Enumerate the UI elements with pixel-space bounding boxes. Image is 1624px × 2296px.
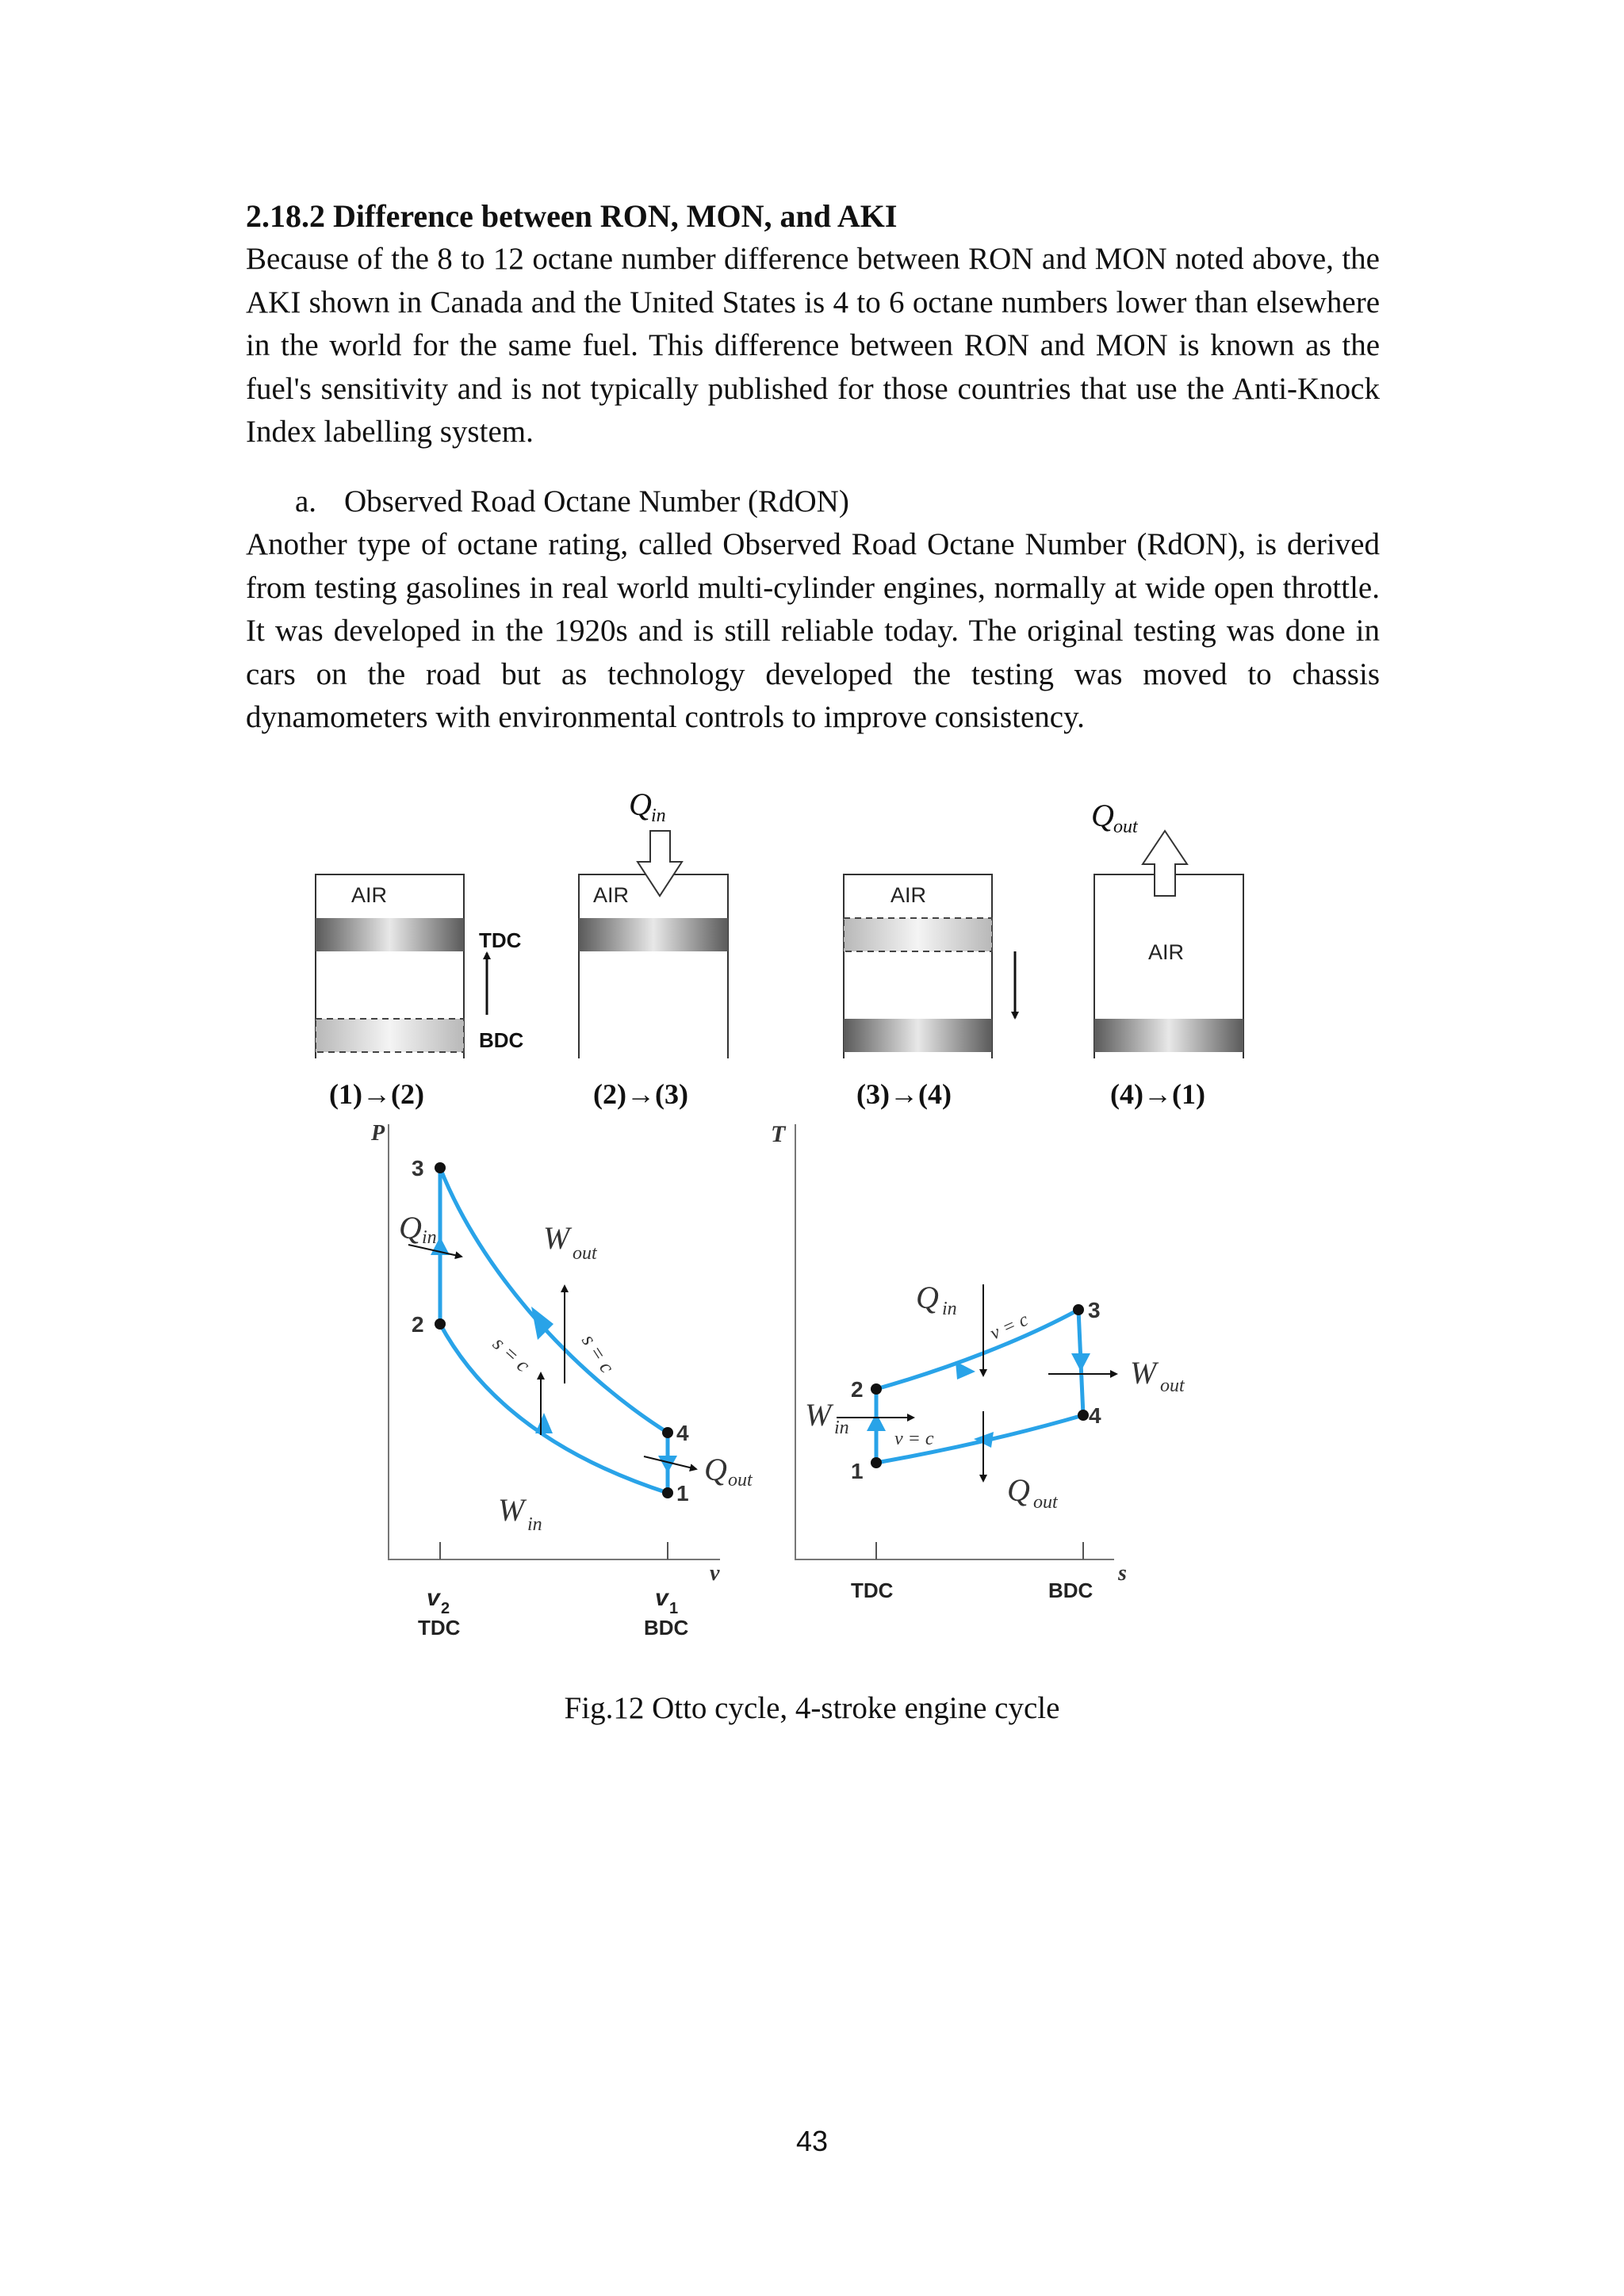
list-marker: a.: [295, 484, 317, 519]
heat-out-subscript: out: [1113, 817, 1138, 837]
flow-arrow-icon: [956, 1361, 975, 1380]
state-point-1: [871, 1457, 882, 1468]
tick-v1-label: BDC: [644, 1616, 689, 1640]
ts-y-axis-label: T: [771, 1121, 786, 1147]
air-label: AIR: [1148, 940, 1185, 964]
section-paragraph: Because of the 8 to 12 octane number difference between RON and MON noted above, the AKI shown in Canada and the United States is 4 to 6 octane numbers lower than elsewhere in the world for the same fuel. This difference between RON and MON is known as the fuel's sensitivity and is not typically published for those countries that use the Anti-Knock Index labelling system.: [246, 242, 1380, 449]
page-number: 43: [795, 2125, 829, 2157]
stroke-caption: (2)→(3): [593, 1078, 688, 1110]
isochoric-upper-label: v = c: [986, 1309, 1032, 1345]
pv-diagram: [370, 1121, 753, 1640]
isentropic-lower-label: s = c: [488, 1331, 535, 1377]
piston-bottom: [844, 1019, 992, 1052]
piston-ghost: [844, 918, 992, 951]
pv-q-in-subscript: in: [422, 1227, 437, 1248]
stroke-4-1-diagram: [1091, 798, 1243, 1110]
stroke-caption: (1)→(2): [329, 1078, 424, 1110]
ts-q-out-symbol: Q: [1007, 1472, 1030, 1508]
tick-v1-subscript: 1: [669, 1600, 679, 1617]
isochoric-lower-label: v = c: [894, 1429, 934, 1449]
air-label: AIR: [593, 883, 630, 907]
ts-w-out-subscript: out: [1160, 1376, 1185, 1396]
process-2-3-heat-addition: [876, 1310, 1078, 1389]
tick-v2-subscript: 2: [441, 1600, 450, 1617]
tick-v1-symbol: v: [655, 1585, 668, 1611]
pv-y-axis-label: P: [371, 1121, 385, 1146]
process-3-4-expansion: [440, 1168, 668, 1433]
pv-q-out-symbol: Q: [704, 1452, 727, 1487]
stroke-caption: (4)→(1): [1110, 1078, 1205, 1110]
figure-caption: Fig.12 Otto cycle, 4-stroke engine cycle: [564, 1691, 1060, 1725]
state-point-4: [1078, 1410, 1089, 1421]
ts-q-in-symbol: Q: [916, 1280, 939, 1315]
bdc-label: BDC: [479, 1028, 524, 1052]
ts-x-axis-label: s: [1118, 1561, 1127, 1586]
pv-q-in-symbol: Q: [399, 1210, 422, 1246]
piston-top: [579, 918, 728, 951]
stroke-1-2-diagram: [316, 874, 524, 1110]
point-1-label: 1: [676, 1481, 689, 1506]
state-point-2: [435, 1318, 446, 1330]
heat-in-symbol: Q: [629, 786, 652, 822]
isentropic-upper-label: s = c: [576, 1330, 619, 1378]
state-point-1: [662, 1487, 673, 1498]
tick-v2-symbol: v: [427, 1585, 440, 1611]
tdc-label: TDC: [479, 928, 522, 952]
flow-arrow-icon: [535, 1413, 553, 1433]
ts-w-in-subscript: in: [834, 1418, 849, 1438]
stroke-3-4-diagram: [844, 874, 1015, 1110]
pv-q-out-subscript: out: [728, 1470, 753, 1490]
state-point-3: [1073, 1304, 1084, 1315]
stroke-caption: (3)→(4): [856, 1078, 952, 1110]
point-4-label: 4: [676, 1421, 689, 1445]
subsection-paragraph: Another type of octane rating, called Observed Road Octane Number (RdON), is derived from testing gasolines in real world multi-cylinder engines, normally at wide open throttle. It was developed in the 1920s and is still reliable today. The original testing was done in cars on the road but as technology developed the testing was moved to chassis dynamometers with environmental controls to improve consistency.: [246, 527, 1380, 734]
state-point-3: [435, 1162, 446, 1173]
point-3-label: 3: [1088, 1298, 1101, 1322]
air-label: AIR: [351, 883, 388, 907]
ts-w-out-symbol: W: [1130, 1355, 1157, 1391]
flow-arrow-icon: [1071, 1353, 1090, 1372]
tick-bdc-label: BDC: [1048, 1578, 1094, 1602]
heat-in-subscript: in: [651, 806, 666, 826]
flow-arrow-icon: [867, 1413, 886, 1431]
pv-w-out-symbol: W: [543, 1220, 570, 1256]
state-point-4: [662, 1427, 673, 1438]
pv-x-axis-label: v: [710, 1561, 720, 1586]
heat-in-arrow-icon: [638, 831, 682, 896]
pv-w-in-subscript: in: [527, 1514, 542, 1535]
pv-w-out-subscript: out: [573, 1243, 597, 1264]
subsection-heading: [295, 480, 849, 523]
point-3-label: 3: [412, 1156, 424, 1181]
air-label: AIR: [891, 883, 927, 907]
heat-out-arrow-icon: [1143, 831, 1187, 896]
point-2-label: 2: [851, 1377, 864, 1402]
ts-q-out-subscript: out: [1033, 1492, 1058, 1513]
state-point-2: [871, 1383, 882, 1395]
subsection-title: Observed Road Octane Number (RdON): [344, 484, 849, 519]
tick-tdc-label: TDC: [851, 1578, 894, 1602]
ts-q-in-subscript: in: [942, 1299, 957, 1319]
section-heading: 2.18.2 Difference between RON, MON, and AKI: [246, 198, 898, 234]
stroke-2-3-diagram: [579, 786, 728, 1110]
point-1-label: 1: [851, 1459, 864, 1483]
point-4-label: 4: [1089, 1403, 1101, 1428]
piston-bottom: [1094, 1019, 1243, 1052]
tick-v2-label: TDC: [418, 1616, 461, 1640]
pv-w-in-symbol: W: [498, 1492, 525, 1528]
piston-ghost: [316, 1019, 464, 1052]
ts-axes: [795, 1124, 1114, 1559]
point-2-label: 2: [412, 1312, 424, 1337]
ts-w-in-symbol: W: [805, 1397, 832, 1433]
heat-out-symbol: Q: [1091, 798, 1114, 833]
piston-top: [316, 918, 464, 951]
otto-cycle-figure: [293, 773, 1269, 1653]
ts-diagram: [771, 1121, 1185, 1602]
